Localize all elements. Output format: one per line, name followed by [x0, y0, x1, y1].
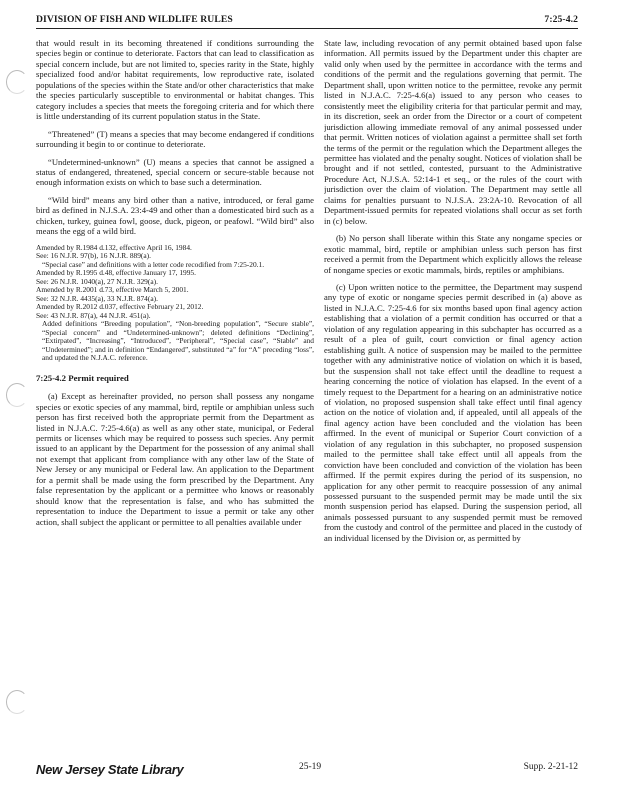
history-note: See: 26 N.J.R. 1040(a), 27 N.J.R. 329(a).	[36, 276, 158, 286]
supplement-date: Supp. 2-21-12	[523, 762, 578, 772]
paragraph-undetermined-unknown: “Undetermined-unknown” (U) means a species that cannot be assigned a status of endangered, threatened, special concern or secure-stable because not enough information exists on which to base such a determination.	[36, 156, 314, 188]
history-note: See: 16 N.J.R. 97(b), 16 N.J.R. 889(a).	[36, 251, 151, 261]
paragraph-subsection-b: (b) No person shall liberate within this State any nongame species or exotic mammal, bird, reptile or amphibian unless such person has first received a permit from the Department which explicitly allows the release of nongame species or exotic mammals, birds, reptiles or amphibians.	[324, 233, 582, 275]
history-note: Amended by R.1995 d.48, effective January 17, 1995.	[36, 268, 196, 278]
history-note: Amended by R.2012 d.037, effective February 21, 2012.	[36, 302, 204, 312]
header-section-ref: 7:25-4.2	[544, 14, 578, 25]
punch-hole-mark	[6, 70, 28, 94]
library-stamp: New Jersey State Library	[36, 762, 184, 777]
paragraph-threatened: “Threatened” (T) means a species that may become endangered if conditions surrounding it begin to or continue to deteriorate.	[36, 128, 314, 150]
history-note: See: 32 N.J.R. 4435(a), 33 N.J.R. 874(a).	[36, 293, 158, 303]
paragraph-subsection-a-cont: State law, including revocation of any permit obtained based upon false information. All permits issued by the Department under this chapter are valid only when used by the permittee in accordance with the terms and conditions of the permit and the regulations governing that permit. The Department shall, upon written notice to the permittee, revoke any permit listed in N.J.A.C. 7:25-4.6(a) issued to any person who ceases to consistently meet the eligibility criteria for that particular permit and may, in its discretion, seek an order from the Director or a court of competent jurisdiction allowing immediate removal of any animal possessed under that permit. Written notices of violation against a permittee shall set forth the terms of the permit or the regulation which the Department alleges the permittee has violated and the penalty sought. Notices of violation shall be brought and if not settled, contested, pursuant to the Administrative Procedure Act, N.J.S.A. 52:14-1 et seq., or the rules of the court with jurisdiction over the claim of violation. The Department may settle all claims for penalties pursuant to N.J.S.A. 23:2A-10. Revocation of all Department-issued permits for repeated violations shall occur as set forth in (c) below.	[324, 38, 582, 226]
header-title: DIVISION OF FISH AND WILDLIFE RULES	[36, 14, 233, 25]
history-note: See: 43 N.J.R. 87(a), 44 N.J.R. 451(a).	[36, 310, 151, 320]
page-footer	[36, 758, 578, 782]
history-note: Amended by R.2001 d.73, effective March 5, 2001.	[36, 285, 189, 295]
punch-hole-mark	[6, 383, 28, 407]
history-note: Amended by R.1984 d.132, effective April 16, 1984.	[36, 242, 192, 252]
page-header	[36, 12, 578, 29]
paragraph-subsection-c: (c) Upon written notice to the permittee, the Department may suspend any type of exotic or nongame species permit described in (a) above as listed in N.J.A.C. 7:25-4.6 for six months based upon final agency action establishing that a violation of a permit condition has occurred or that a violation of any regulation appearing in this subchapter has occurred as a result of a plea of guilt, court conviction or final agency action establishing guilt. A notice of suspension may be mailed to the permittee together with any administrative notice of violation on which it is based, but the suspension shall not take effect until the deadline to request a hearing concerning the notice of violation has elapsed. In the event of a timely request to the Department for a hearing on an administrative notice of violation, no proposed suspension shall take effect until final agency action on the notice of violation and, if appealed, until all appeals of the final agency action have been concluded and the violation has been affirmed. In the event of municipal or Superior Court conviction of a violation of any regulation in this subchapter, no proposed suspension mailed to the permittee shall take effect until all appeals from the conviction have been concluded and conviction of the violation has been affirmed. If the permit expires during the period of its suspension, no application for any other permit to reacquire possession of any animal possessed pursuant to the suspended permit may be made until the six month suspension period has elapsed. During the suspension period, all animals possessed pursuant to any suspended permit must be removed from the custody and control of the permittee and placed in the custody of an individual licensed by the Division or, as permitted by	[324, 281, 582, 543]
punch-hole-mark	[6, 690, 28, 714]
history-note: Added definitions “Breeding population”, “Non-breeding population”, “Secure stable”, “Special concern” and “Undetermined-unknown”; deleted definitions “Declining”, “Extirpated”, “Increasing”, “Introduced”, “Peripheral”, “Special case”, “Stable” and “Undetermined”; and in definition “Endangered”, substituted “a” for “A” preceding “loss”, and updated the N.J.A.C. reference.	[42, 319, 314, 363]
paragraph-special-concern-cont: that would result in its becoming threatened if conditions surrounding the species begin or continue to deteriorate. Factors that can lead to classification as special concern include, but are not limited to, species rarity in the State, highly specialized food and/or habitat requirements, low reproductive rate, isolated populations of the species within the State and/or other characteristics that make the species particularly susceptible to environmental or habitat changes. This category includes a species that meets the foregoing criteria and for which there is little understanding of its current population status in the State.	[36, 38, 314, 122]
right-column	[324, 38, 582, 738]
paragraph-wild-bird: “Wild bird” means any bird other than a native, introduced, or feral game bird as defined in N.J.S.A. 23:4-49 and other than a domesticated bird such as a chicken, turkey, guinea fowl, goose, duck, pigeon, or peafowl. “Wild bird” also means the egg of a wild bird.	[36, 194, 314, 237]
section-heading: 7:25-4.2 Permit required	[36, 372, 129, 383]
page-number: 25-19	[299, 762, 322, 772]
paragraph-subsection-a: (a) Except as hereinafter provided, no person shall possess any nongame species or exotic species of any mammal, bird, reptile or amphibian unless such person has first received both the appropriate permit from the Department as listed in N.J.A.C. 7:25-4.6(a) as well as any other state, municipal, or Federal permits or licenses which may be required to possess such species. Any permit issued to an applicant by the Department for the possession of any animal shall not exempt that applicant from compliance with any other law of the State of New Jersey or any municipal or Federal law. An application to the Department for a permit shall be made using the form prescribed by the Department. Any false representation by the applicant or a permittee who knows or reasonably should know that the representation is false, and who has submitted the representation to induce the Department to issue a permit or take any other action, shall subject the applicant or permittee to all penalties available under	[36, 391, 314, 527]
history-notes	[36, 244, 314, 363]
history-note: “Special case” and definitions with a letter code recodified from 7:25-20.1.	[42, 259, 265, 269]
left-column	[36, 38, 314, 738]
